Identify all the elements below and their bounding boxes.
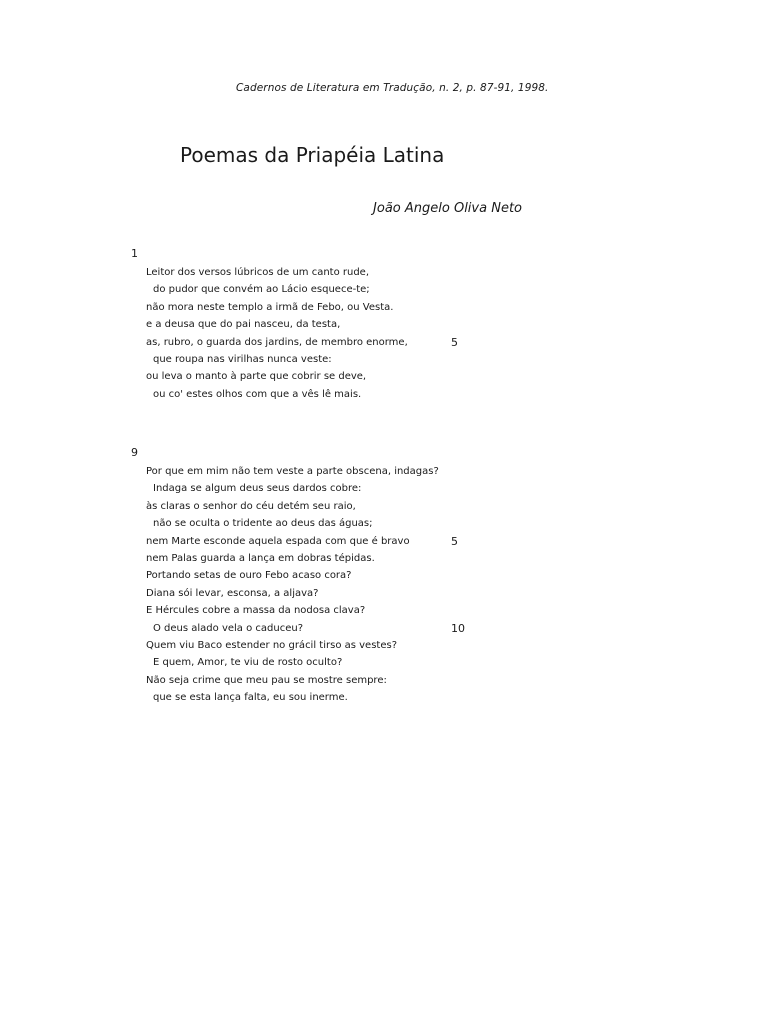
- line-number: 10: [451, 621, 465, 635]
- verse-line: [131, 264, 491, 281]
- line-number: 5: [451, 335, 458, 349]
- verse-line: [131, 334, 491, 351]
- verse-line: [131, 585, 491, 602]
- verse-text: Portando setas de ouro Febo acaso cora?: [146, 570, 352, 582]
- author-name: João Angelo Oliva Neto: [373, 201, 522, 216]
- verse-text: O deus alado vela o caduceu?: [153, 622, 304, 634]
- verse-text: do pudor que convém ao Lácio esquece-te;: [153, 284, 370, 296]
- poem-1: [131, 246, 491, 403]
- verse-text: Diana sói levar, esconsa, a aljava?: [146, 587, 319, 599]
- verse-line: [131, 689, 491, 706]
- verse-line: [131, 654, 491, 671]
- journal-citation: Cadernos de Literatura em Tradução, n. 2, p. 87-91, 1998.: [236, 82, 549, 94]
- verse-line: [131, 281, 491, 298]
- verse-text: e a deusa que do pai nasceu, da testa,: [146, 319, 341, 331]
- verse-text: não mora neste templo a irmã de Febo, ou Vesta.: [146, 301, 394, 313]
- page-title: Poemas da Priapéia Latina: [180, 143, 445, 167]
- verse-line: [131, 620, 491, 637]
- verse-line: [131, 637, 491, 654]
- verse-text: Por que em mim não tem veste a parte obscena, indagas?: [146, 466, 439, 477]
- verse-line: [131, 567, 491, 584]
- verse-text: Quem viu Baco estender no grácil tirso as vestes?: [146, 639, 398, 651]
- verse-line: [131, 368, 491, 385]
- poem-number: 9: [131, 446, 138, 459]
- verse-text: ou co' estes olhos com que a vês lê mais.: [153, 388, 362, 400]
- verse-text: ou leva o manto à parte que cobrir se deve,: [146, 371, 367, 383]
- verse-line: [131, 463, 491, 480]
- verse-text: nem Marte esconde aquela espada com que é bravo: [146, 535, 410, 547]
- verse-text: que se esta lança falta, eu sou inerme.: [153, 692, 348, 704]
- verse-line: [131, 351, 491, 368]
- verse-line: [131, 550, 491, 567]
- poem-9: [131, 445, 491, 706]
- verse-line: [131, 533, 491, 550]
- line-number: 5: [451, 534, 458, 548]
- verse-text: que roupa nas virilhas nunca veste:: [153, 353, 332, 365]
- verse-line: [131, 386, 491, 403]
- verse-text: Indaga se algum deus seus dardos cobre:: [153, 483, 362, 495]
- verse-text: E quem, Amor, te viu de rosto oculto?: [153, 657, 343, 669]
- verse-text: às claras o senhor do céu detém seu raio,: [146, 500, 356, 512]
- verse-text: E Hércules cobre a massa da nodosa clava?: [146, 605, 366, 617]
- poem-number: 1: [131, 247, 138, 260]
- verse-text: não se oculta o tridente ao deus das águas;: [153, 518, 373, 530]
- verse-line: [131, 672, 491, 689]
- verse-line: [131, 498, 491, 515]
- verse-text: as, rubro, o guarda dos jardins, de membro enorme,: [146, 336, 408, 348]
- verse-line: [131, 316, 491, 333]
- verse-line: [131, 515, 491, 532]
- verse-text: Não seja crime que meu pau se mostre sempre:: [146, 674, 387, 686]
- verse-text: Leitor dos versos lúbricos de um canto rude,: [146, 267, 370, 278]
- poem-lines: [131, 264, 491, 403]
- verse-line: [131, 480, 491, 497]
- poem-lines: [131, 463, 491, 706]
- verse-line: [131, 602, 491, 619]
- verse-line: [131, 299, 491, 316]
- verse-text: nem Palas guarda a lança em dobras tépidas.: [146, 552, 375, 564]
